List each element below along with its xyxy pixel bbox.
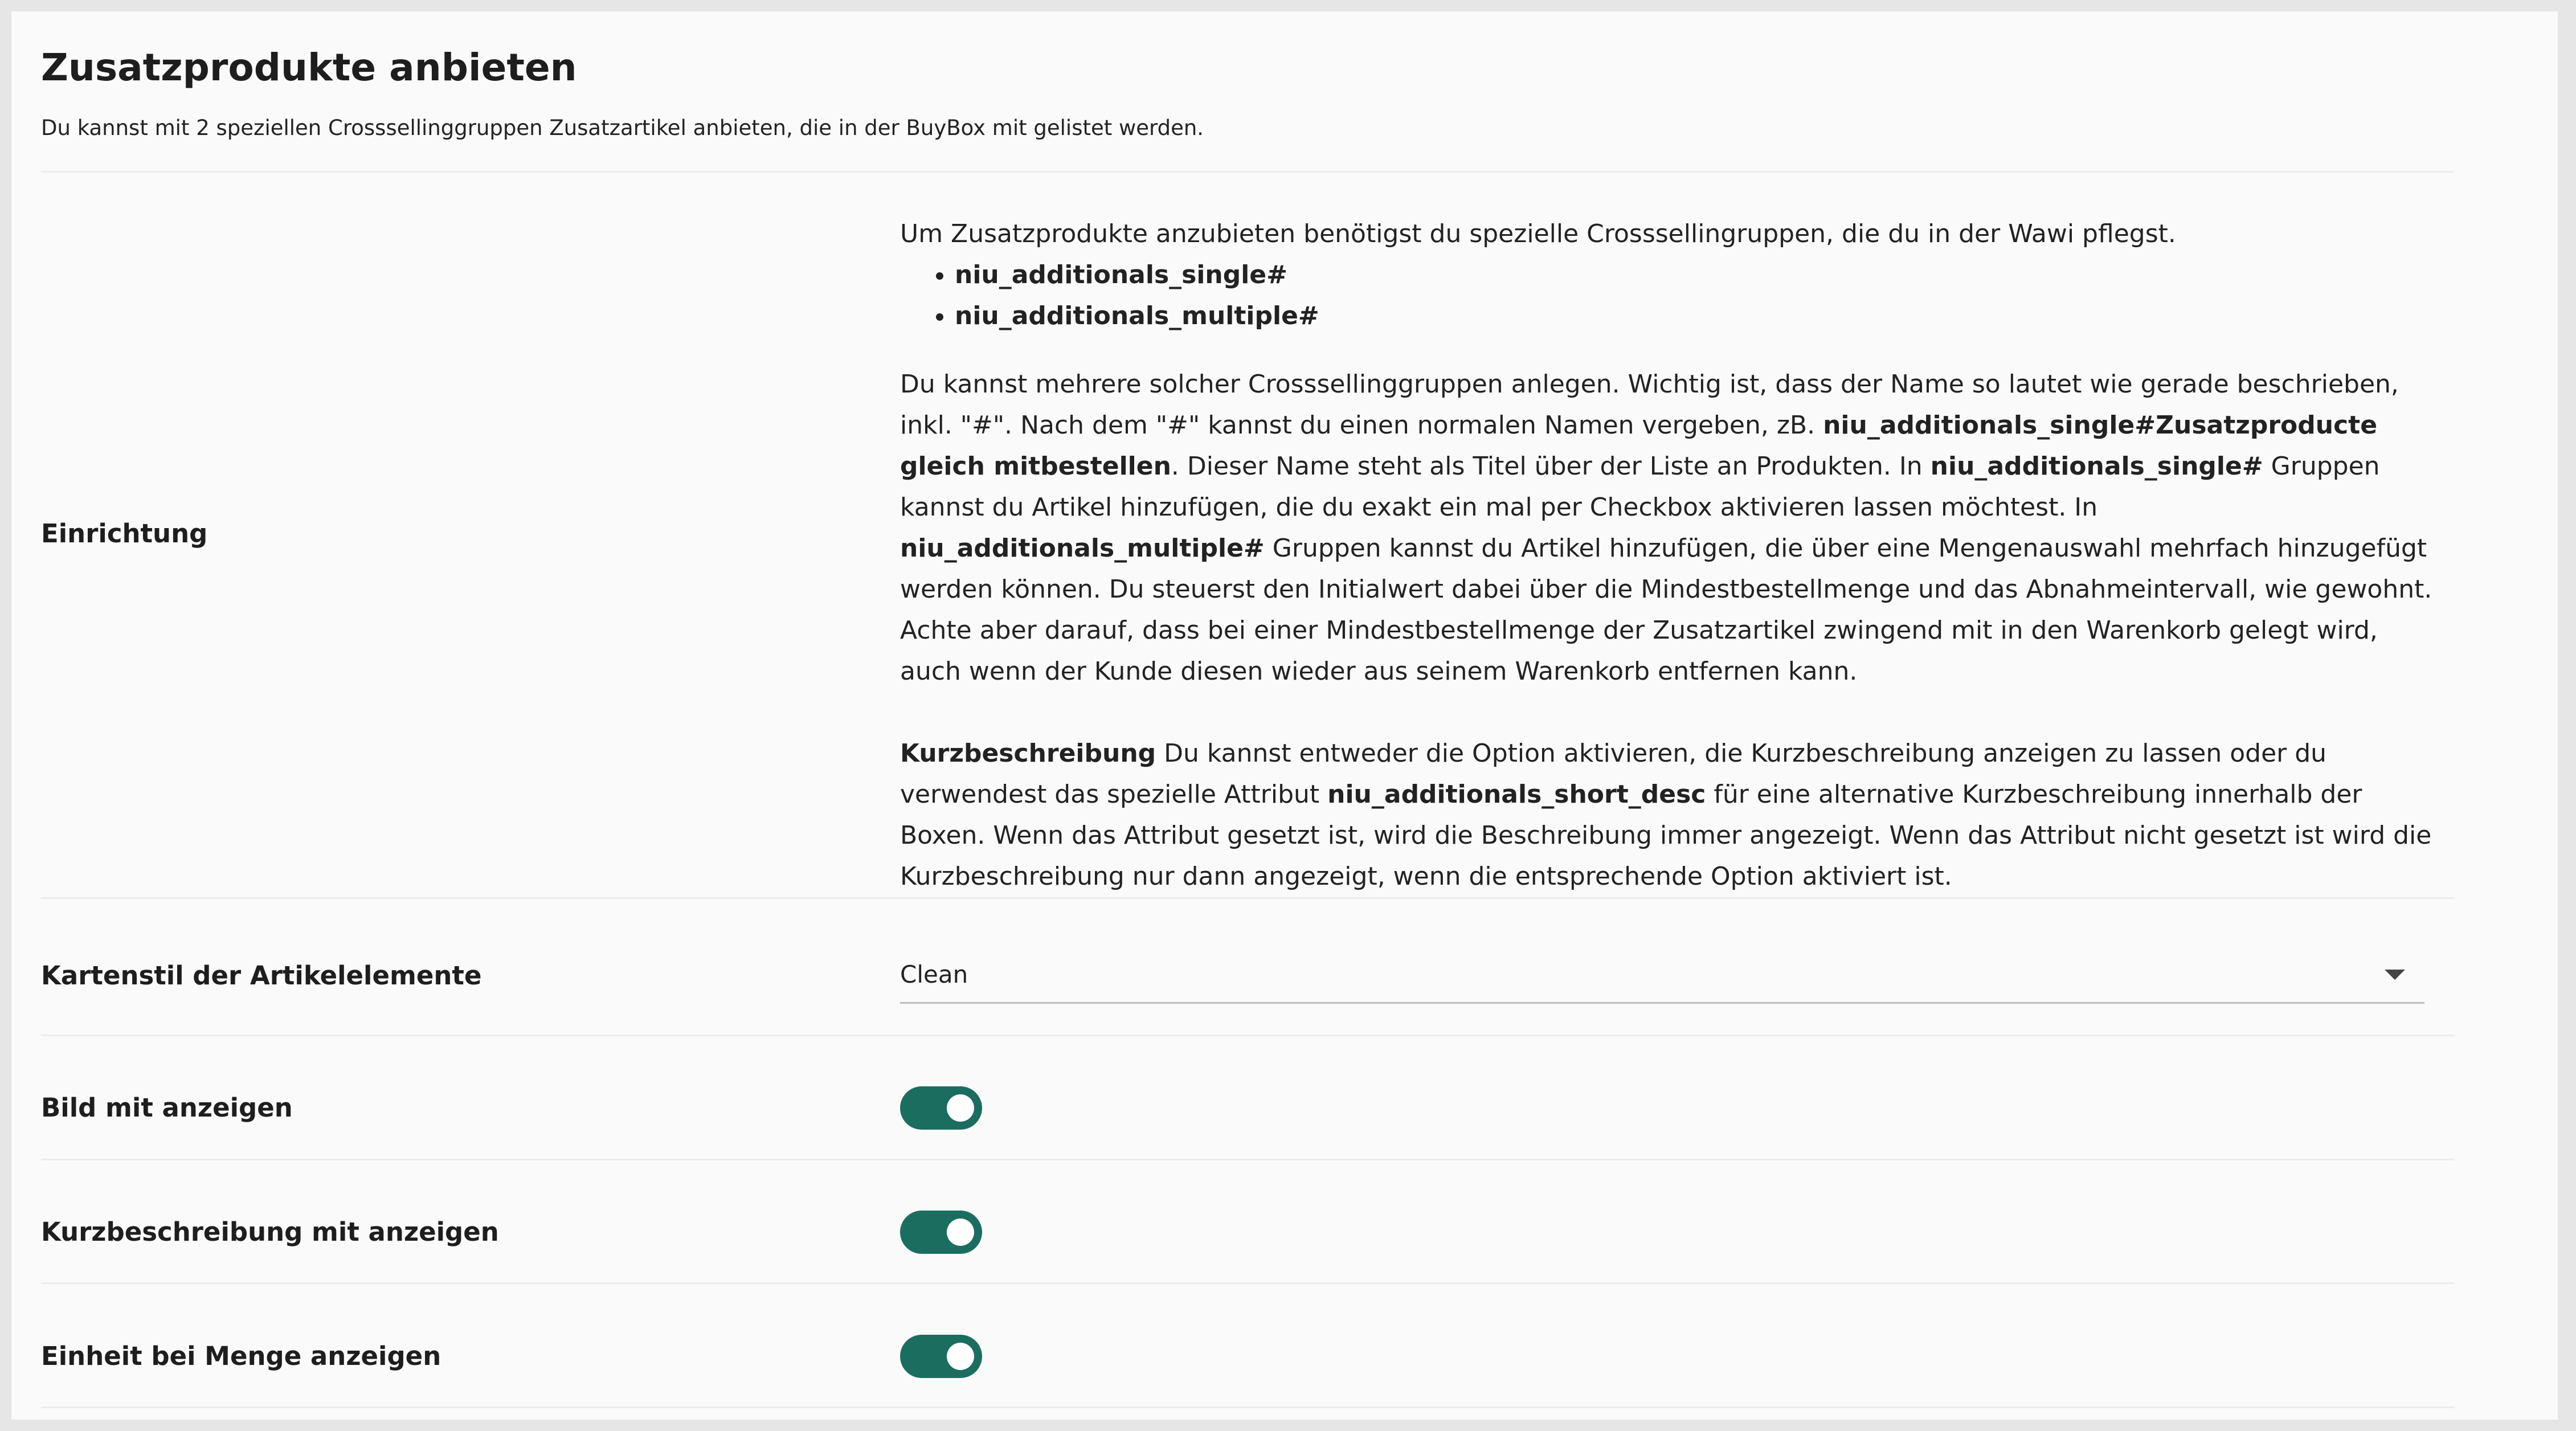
text-segment: . Dieser Name steht als Titel über der Liste an Produkten. In [1171,452,1931,481]
group-list-item: • niu_additionals_single# [955,255,2438,296]
toggle-knob [947,1343,974,1370]
toggle-knob [947,1219,974,1246]
text-segment: Gruppen kannst du Artikel hinzufügen, die du exakt ein mal per Checkbox aktivieren lassen möchtest. In [900,452,2380,522]
page-subtitle: Du kannst mit 2 speziellen Crosssellinggruppen Zusatzartikel anbieten, die in der BuyBox mit gelistet werden. [41,116,1204,140]
divider [41,1282,2454,1284]
text-segment: Du kannst mehrere solcher Crosssellinggruppen anlegen. Wichtig ist, dass der Name so lautet wie gerade beschrieben, inkl. "#". Nach dem "#" kannst du einen normalen Namen vergeben, zB. [900,370,2399,440]
page-title: Zusatzprodukte anbieten [41,46,577,89]
divider [41,171,2454,173]
card-style-value: Clean [900,960,968,988]
toggle-knob [947,1094,974,1122]
section-header [41,41,2468,142]
short-description-title: Kurzbeschreibung [900,739,1156,768]
toggle-show-unit[interactable] [900,1335,982,1378]
setup-label: Einrichtung [41,518,208,549]
divider [41,897,2454,899]
group-name-single: niu_additionals_single# [1930,452,2263,481]
divider [41,1159,2454,1160]
setup-description [900,214,2438,897]
attribute-name: niu_additionals_short_desc [1327,780,1706,809]
divider [41,1035,2454,1036]
toggle-label-unit: Einheit bei Menge anzeigen [41,1341,441,1371]
setup-intro: Um Zusatzprodukte anzubieten benötigst du spezielle Crosssellingruppen, die du in der Wawi pflegst. [900,219,2176,248]
example-name: niu_additionals_single#Zusatzproducte gleich mitbestellen [900,411,2378,481]
toggle-label-short-description: Kurzbeschreibung mit anzeigen [41,1217,499,1247]
chevron-down-icon [2385,970,2405,980]
toggle-label-image: Bild mit anzeigen [41,1093,293,1123]
toggle-show-short-description[interactable] [900,1211,982,1254]
toggle-show-image[interactable] [900,1086,982,1130]
text-segment: Gruppen kannst du Artikel hinzufügen, die über eine Mengenauswahl mehrfach hinzugefügt werden können. Du steuerst den Initialwert dabei über die Mindestbestellmenge und das Abnahmeintervall, wie gewohnt. Achte aber darauf, dass bei einer Mindestbestellmenge der Zusatzartikel zwingend mit in den Warenkorb gelegt wird, auch wenn der Kunde diesen wieder aus seinem Warenkorb entfernen kann. [900,534,2432,686]
group-name-multiple: niu_additionals_multiple# [900,534,1265,563]
short-description-paragraph [900,733,2438,897]
settings-panel [11,11,2558,1420]
setup-naming-paragraph [900,364,2438,692]
group-list [900,255,2438,337]
text-segment: für eine alternative Kurzbeschreibung innerhalb der Boxen. Wenn das Attribut gesetzt ist, wird die Beschreibung immer angezeigt. Wenn das Attribut nicht gesetzt ist wird die Kurzbeschreibung nur dann angezeigt, wenn die entsprechende Option aktiviert ist. [900,780,2432,891]
card-style-label: Kartenstil der Artikelelemente [41,960,482,991]
card-style-select[interactable] [900,946,2424,1004]
text-segment: Du kannst entweder die Option aktivieren, die Kurzbeschreibung anzeigen zu lassen oder du verwendest das spezielle Attribut [900,739,2327,809]
group-list-item: • niu_additionals_multiple# [955,296,2438,337]
divider [41,1407,2454,1408]
